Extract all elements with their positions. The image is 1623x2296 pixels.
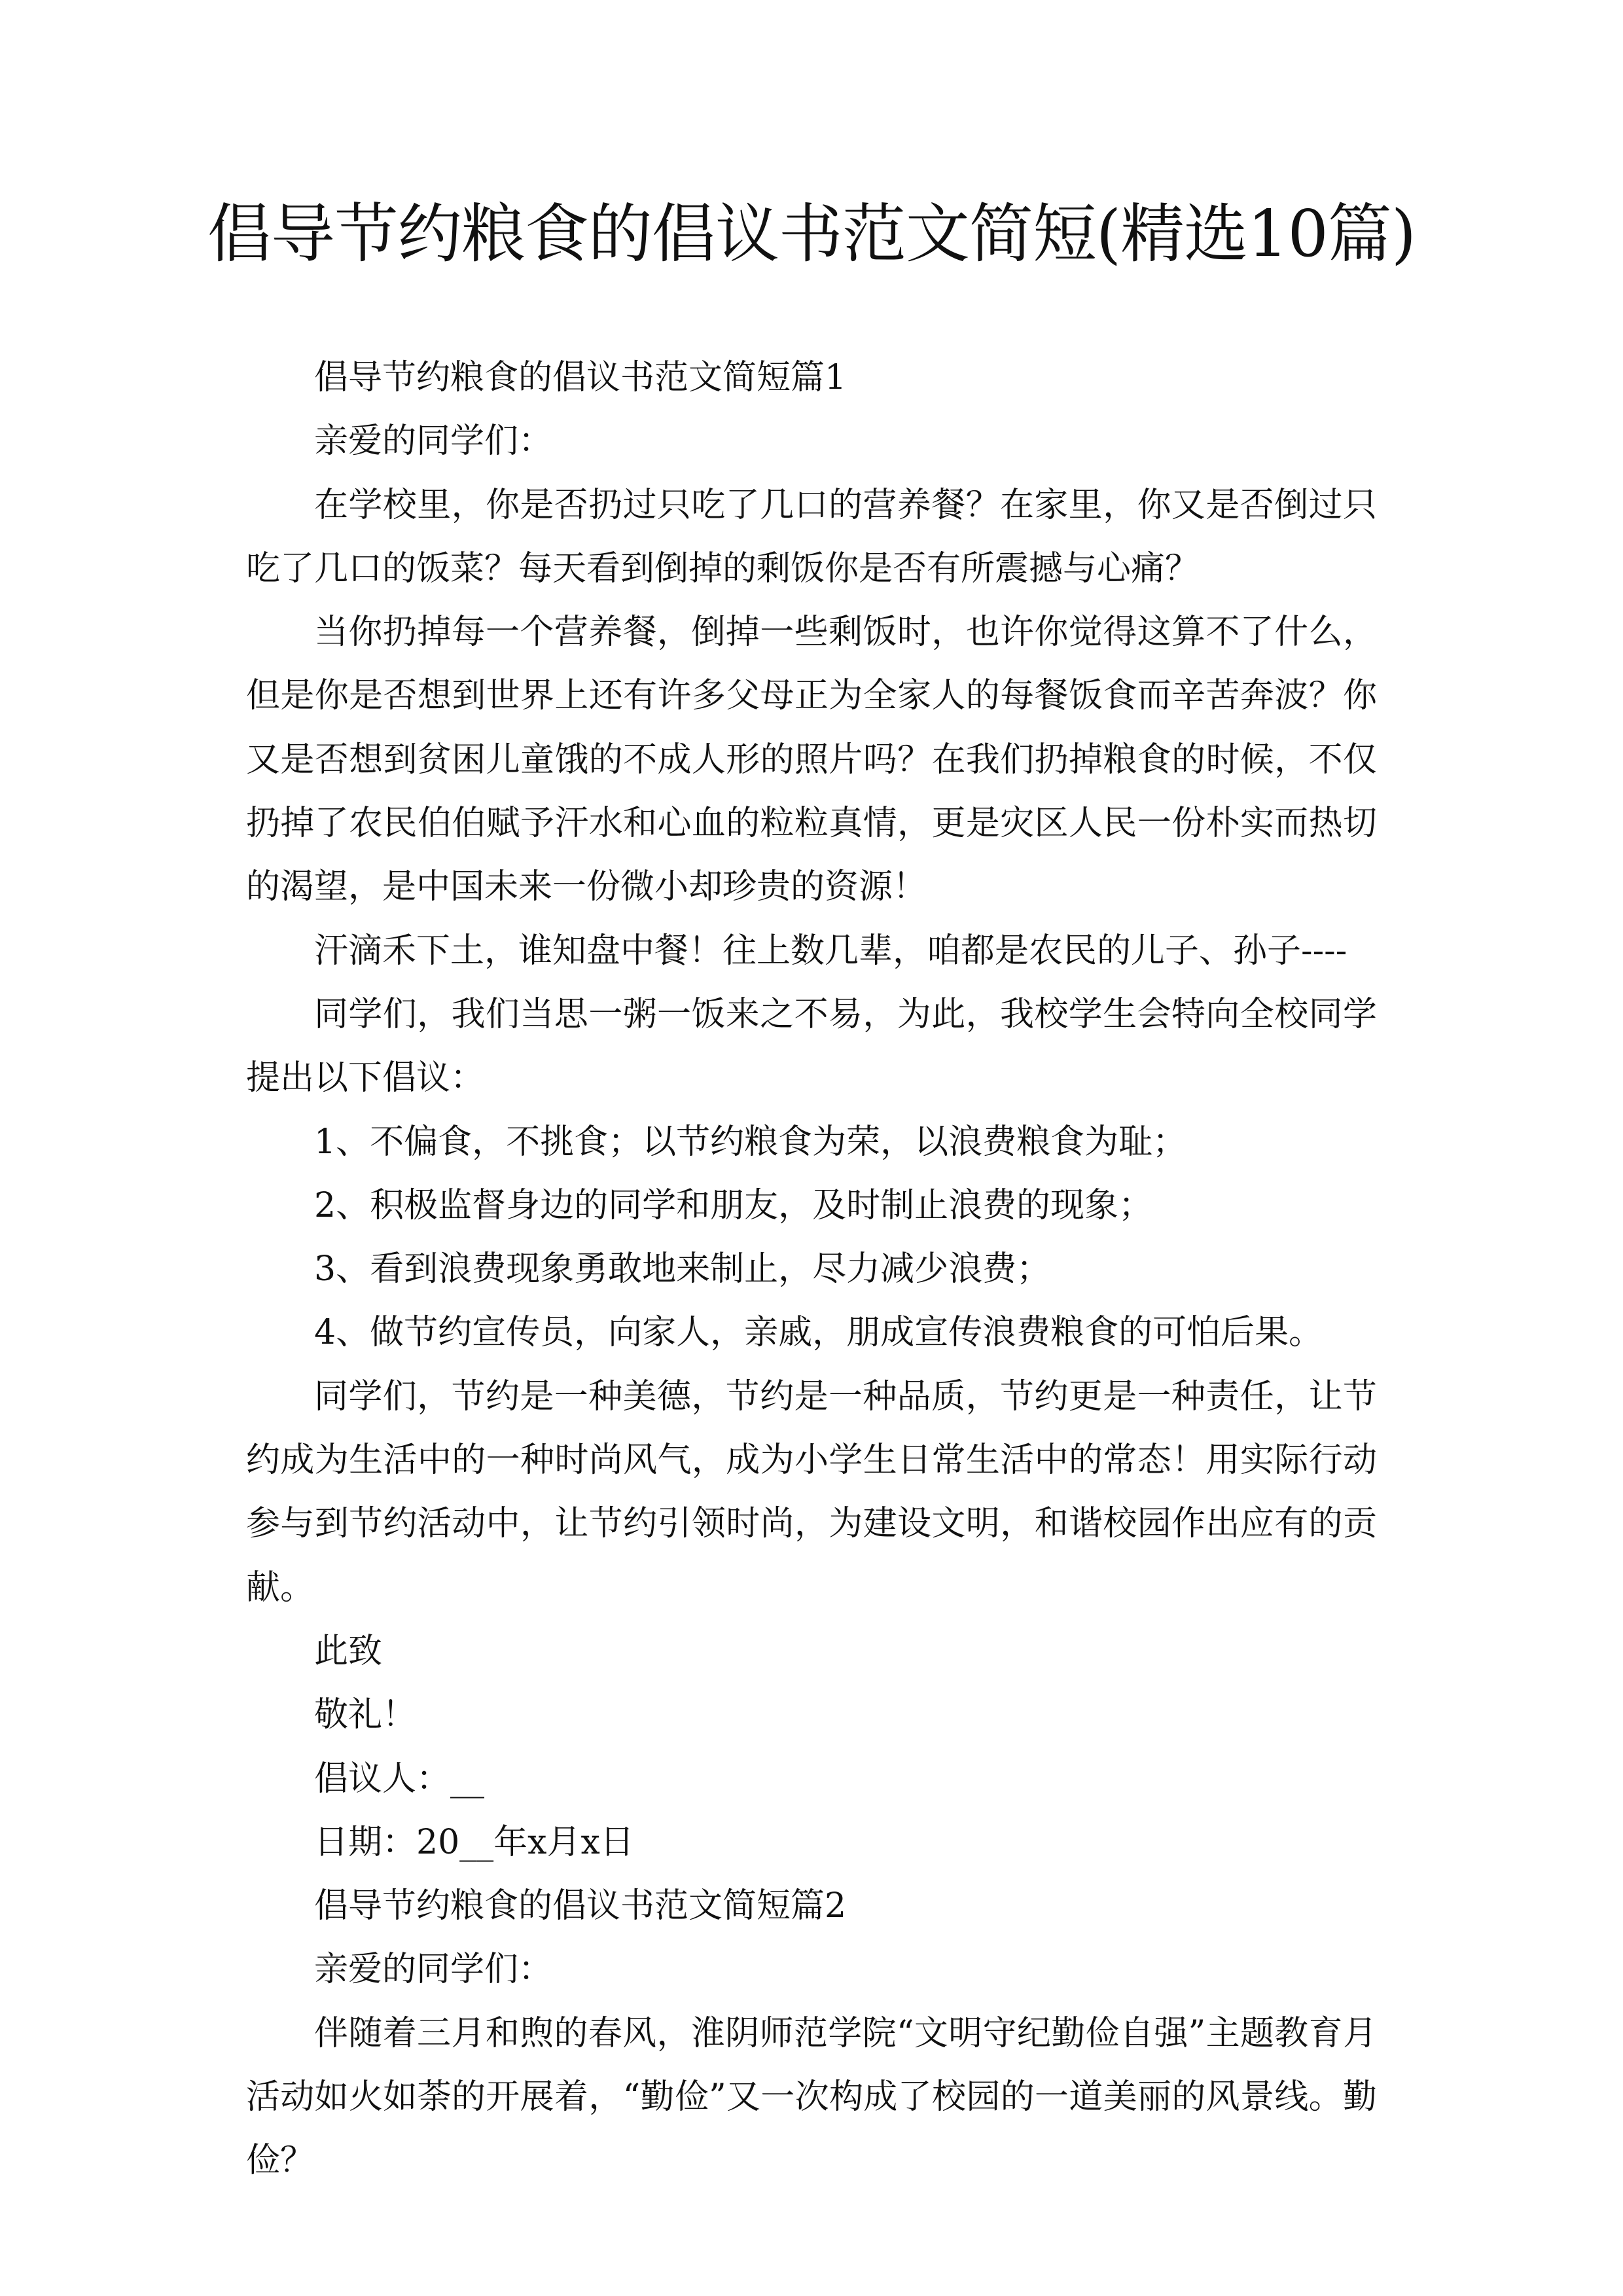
date-line: 日期：20__年x月x日 — [314, 1822, 634, 1862]
document-title: 倡导节约粮食的倡议书范文简短(精选10篇) — [207, 197, 1416, 272]
paragraph: 同学们，节约是一种美德，节约是一种品质，节约更是一种责任，让节约成为生活中的一种时尚风气，成为小学生日常生活中的常态！用实际行动参与到节约活动中，让节约引领时尚，为建设文明，和谐校园作出应有的贡献。 — [246, 1376, 1377, 1607]
list-item: 1、不偏食，不挑食；以节约粮食为荣，以浪费粮食为耻； — [314, 1122, 1187, 1162]
paragraph: 同学们，我们当思一粥一饭来之不易，为此，我校学生会特向全校同学提出以下倡议： — [246, 994, 1377, 1098]
paragraph: 在学校里，你是否扔过只吃了几口的营养餐？在家里，你又是否倒过只吃了几口的饭菜？每天看到倒掉的剩饭你是否有所震撼与心痛？ — [246, 485, 1377, 588]
section-heading-1: 倡导节约粮食的倡议书范文简短篇1 — [314, 358, 847, 397]
paragraph: 当你扔掉每一个营养餐，倒掉一些剩饭时，也许你觉得这算不了什么，但是你是否想到世界上还有许多父母正为全家人的每餐饭食而辛苦奔波？你又是否想到贫困儿童饿的不成人形的照片吗？在我们扔掉粮食的时候，不仅扔掉了农民伯伯赋予汗水和心血的粒粒真情，更是灾区人民一份朴实而热切的渴望，是中国未来一份微小却珍贵的资源！ — [246, 613, 1377, 907]
salutation: 亲爱的同学们： — [314, 1950, 553, 1990]
list-item: 3、看到浪费现象勇敢地来制止，尽力减少浪费； — [314, 1249, 1051, 1289]
list-item: 2、积极监督身边的同学和朋友，及时制止浪费的现象； — [314, 1185, 1153, 1225]
signature-line: 倡议人：__ — [314, 1759, 485, 1799]
section-heading-2: 倡导节约粮食的倡议书范文简短篇2 — [314, 1886, 847, 1926]
paragraph: 伴随着三月和煦的春风，淮阴师范学院“文明守纪勤俭自强”主题教育月活动如火如荼的开展着，“勤俭”又一次构成了校园的一道美丽的风景线。勤俭？ — [246, 2013, 1377, 2181]
closing: 敬礼！ — [314, 1695, 417, 1735]
paragraph: 汗滴禾下土，谁知盘中餐！往上数几辈，咱都是农民的儿子、孙子---- — [314, 931, 1347, 971]
closing: 此致 — [314, 1631, 383, 1671]
list-item: 4、做节约宣传员，向家人，亲戚，朋成宣传浪费粮食的可怕后果。 — [314, 1313, 1323, 1353]
document-body — [246, 346, 1377, 2193]
salutation: 亲爱的同学们： — [314, 422, 553, 461]
